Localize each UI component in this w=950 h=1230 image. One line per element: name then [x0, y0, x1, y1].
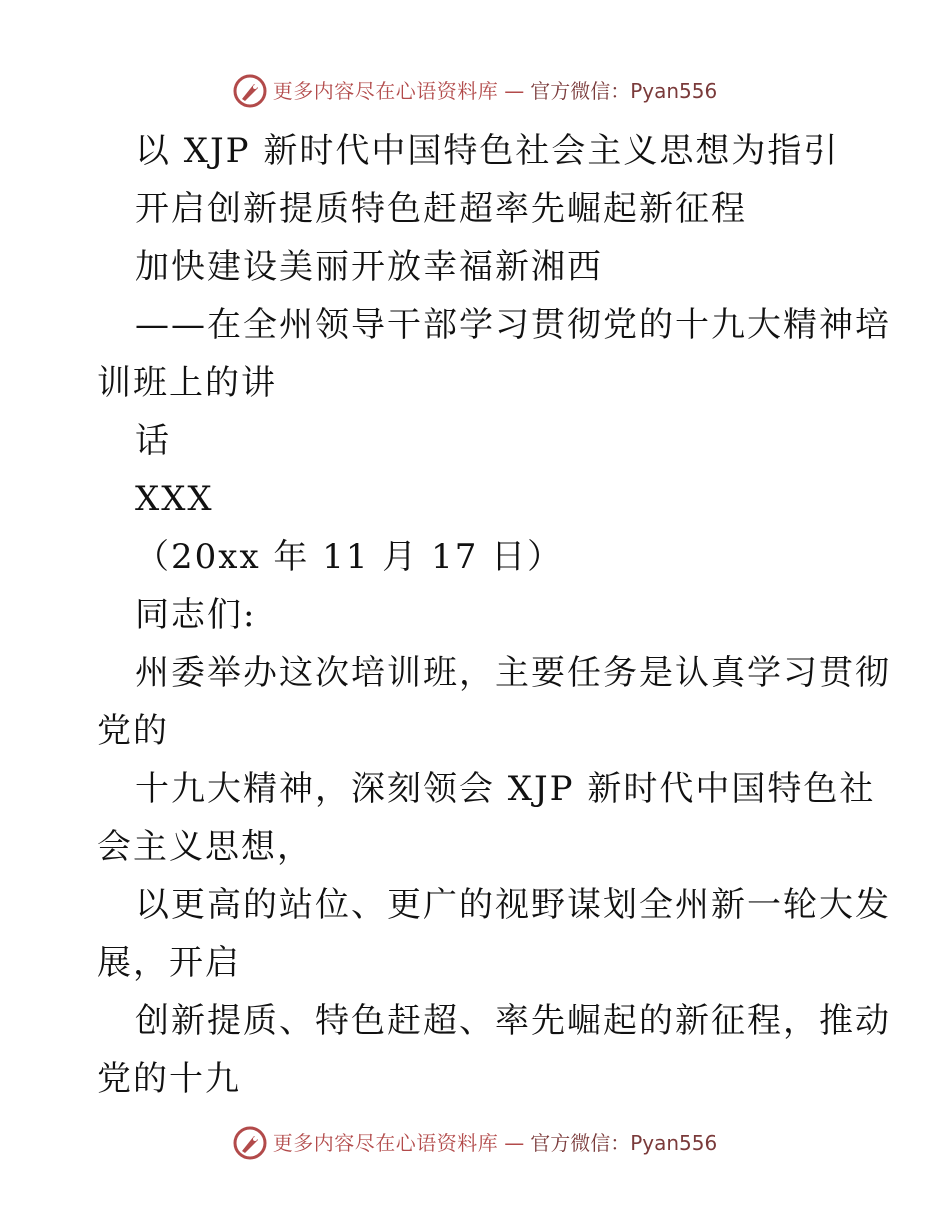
doc-line-author: XXX: [135, 479, 214, 519]
pen-nib-icon: [233, 1126, 267, 1160]
watermark-footer: [0, 1126, 950, 1160]
doc-line-body-7: 创新提质、特色赶超、率先崛起的新征程，推动: [135, 1001, 891, 1041]
doc-line-body-2: 党的: [97, 711, 169, 751]
doc-line-body-3: 十九大精神，深刻领会 XJP 新时代中国特色社: [135, 769, 876, 809]
watermark-header: [0, 74, 950, 108]
watermark-contact: 官方微信：Pyan556: [530, 1131, 718, 1155]
doc-line-subtitle-1: ——在全州领导干部学习贯彻党的十九大精神培: [135, 305, 891, 345]
doc-line-subtitle-3: 话: [135, 421, 171, 461]
watermark-separator: —: [504, 79, 525, 103]
doc-line-body-4: 会主义思想，: [97, 827, 313, 867]
doc-line-title-3: 加快建设美丽开放幸福新湘西: [135, 247, 603, 287]
doc-line-body-1: 州委举办这次培训班，主要任务是认真学习贯彻: [135, 653, 891, 693]
doc-line-body-6: 展，开启: [97, 943, 241, 983]
doc-line-date: （20xx 年 11 月 17 日）: [135, 537, 564, 577]
document-body: [97, 122, 891, 1108]
watermark-separator: —: [504, 1131, 525, 1155]
doc-line-title-1: 以 XJP 新时代中国特色社会主义思想为指引: [135, 131, 840, 171]
watermark-text: 更多内容尽在心语资料库: [272, 1131, 499, 1155]
doc-line-greeting: 同志们:: [135, 595, 257, 635]
doc-line-body-8: 党的十九: [97, 1059, 241, 1099]
pen-nib-icon: [233, 74, 267, 108]
doc-line-body-5: 以更高的站位、更广的视野谋划全州新一轮大发: [135, 885, 891, 925]
doc-line-title-2: 开启创新提质特色赶超率先崛起新征程: [135, 189, 747, 229]
watermark-text: 更多内容尽在心语资料库: [272, 79, 499, 103]
doc-line-subtitle-2: 训班上的讲: [97, 363, 277, 403]
watermark-contact: 官方微信：Pyan556: [530, 79, 718, 103]
